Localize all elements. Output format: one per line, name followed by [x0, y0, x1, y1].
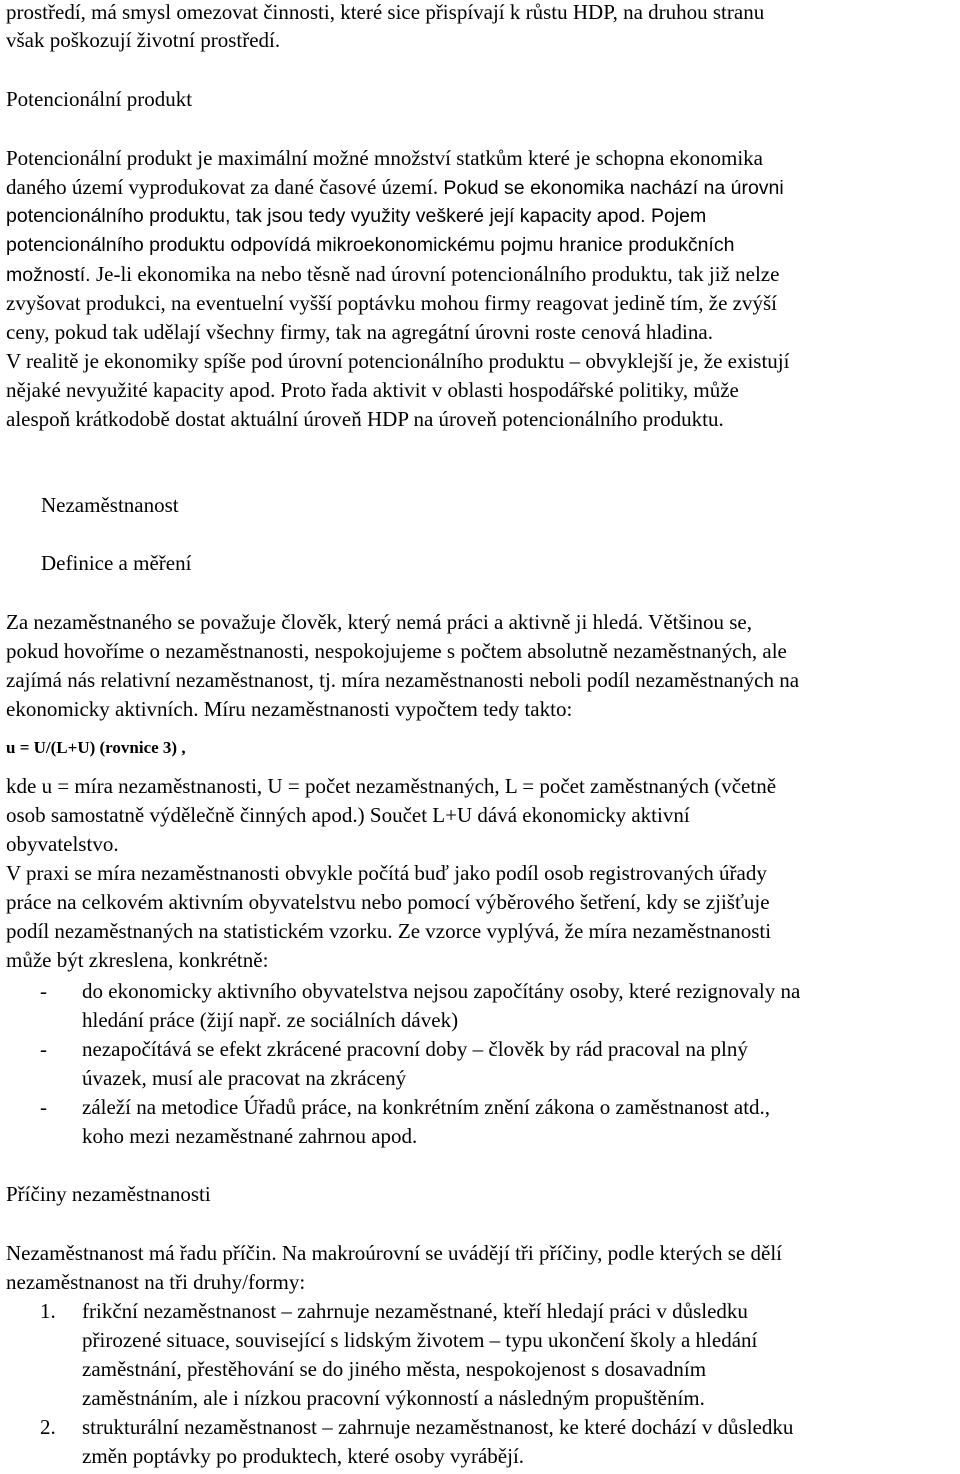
text-line: obyvatelstvo. [6, 832, 119, 856]
list-item: hledání práce (žijí např. ze sociálních dávek) [82, 1008, 459, 1032]
text-span: Nezaměstnanost má řadu příčin. [6, 1241, 282, 1265]
list-item: do ekonomicky aktivního obyvatelstva nejsou započítány osoby, které rezignovaly na [82, 979, 801, 1003]
section-heading: Příčiny nezaměstnanosti [6, 1182, 211, 1206]
text-line: V realitě je ekonomiky spíše pod úrovní potencionálního produktu – obvyklejší je, že existují [6, 349, 790, 373]
list-item: zaměstnání, přestěhování se do jiného města, nespokojenost s dosavadním [82, 1357, 707, 1381]
text-line [6, 1240, 782, 1266]
text-span: Většinou se, [648, 610, 752, 634]
text-line [6, 918, 771, 944]
text-line: Potencionální produkt je maximální možné množství statkům které je schopna ekonomika [6, 146, 763, 170]
text-line: prostředí, má smysl omezovat činnosti, které sice přispívají k růstu HDP, na druhou stranu [6, 0, 765, 24]
bullet-dash: - [40, 979, 47, 1003]
text-span: ekonomicky aktivních. [6, 697, 204, 721]
list-item: frikční nezaměstnanost – zahrnuje nezaměstnané, kteří hledají práci v důsledku [82, 1299, 748, 1323]
list-item: záleží na metodice Úřadů práce, na konkrétním znění zákona o zaměstnanost atd., [82, 1095, 771, 1119]
text-line: zvyšovat produkci, na eventuelní vyšší poptávku mohou firmy reagovat jedině tím, že zvýší [6, 291, 777, 315]
list-item: přirozené situace, související s lidským životem – typu ukončení školy a hledání [82, 1328, 758, 1352]
text-span: Pojem [650, 205, 707, 227]
text-span: možností. [6, 264, 96, 286]
text-span: Ze vzorce vyplývá, že míra nezaměstnanosti [397, 919, 772, 943]
text-line [6, 377, 739, 403]
section-heading: Nezaměstnanost [41, 493, 179, 517]
text-span: Je-li ekonomika na nebo těsně nad úrovní potencionálního produktu, tak již nelze [95, 262, 780, 286]
text-span: Na makroúrovní se uvádějí tři příčiny, podle kterých se dělí [281, 1241, 782, 1265]
text-line: zajímá nás relativní nezaměstnanost, tj. míra nezaměstnanosti neboli podíl nezaměstnaných na [6, 668, 800, 692]
list-item: zaměstnáním, ale i nízkou pracovní výkonností a následným propuštěním. [82, 1386, 705, 1410]
text-line: ceny, pokud tak udělají všechny firmy, tak na agregátní úrovni roste cenová hladina. [6, 320, 713, 344]
text-span: nějaké nevyužité kapacity apod. [6, 378, 281, 402]
formula: u = U/(L+U) (rovnice 3) , [6, 738, 186, 757]
list-number: 2. [40, 1415, 56, 1439]
bullet-dash: - [40, 1037, 47, 1061]
text-span: Míru nezaměstnanosti vypočtem tedy takto: [203, 697, 573, 721]
text-line: práce na celkovém aktivním obyvatelstvu nebo pomocí výběrového šetření, kdy se zjišťuje [6, 890, 770, 914]
text-span: potencionálního produktu, tak jsou tedy využity veškeré její kapacity apod. [6, 205, 651, 227]
text-line: může být zkreslena, konkrétně: [6, 948, 269, 972]
text-span: Za nezaměstnaného se považuje člověk, který nemá práci a aktivně ji hledá. [6, 610, 649, 634]
text-line: kde u = míra nezaměstnanosti, U = počet nezaměstnaných, L = počet zaměstnaných (včetně [6, 774, 777, 798]
text-line [6, 261, 779, 288]
list-item: úvazek, musí ale pracovat na zkrácený [82, 1066, 407, 1090]
text-line [6, 696, 572, 722]
text-line: potencionálního produktu odpovídá mikroekonomickému pojmu hranice produkčních [6, 234, 735, 256]
section-heading: Potencionální produkt [6, 87, 193, 111]
subsection-heading: Definice a měření [41, 551, 192, 575]
list-item: strukturální nezaměstnanost – zahrnuje nezaměstnanost, ke které dochází v důsledku [82, 1415, 794, 1439]
list-number: 1. [40, 1299, 56, 1323]
text-line [6, 203, 706, 229]
text-span: daného území vyprodukovat za dané časové území. [6, 175, 444, 199]
text-span: Pokud se ekonomika nachází na úrovni [443, 177, 784, 199]
text-span: podíl nezaměstnaných na statistickém vzorku. [6, 919, 398, 943]
list-item: koho mezi nezaměstnané zahrnou apod. [82, 1124, 418, 1148]
text-line: nezaměstnanost na tři druhy/formy: [6, 1270, 306, 1294]
bullet-dash: - [40, 1095, 47, 1119]
text-line: pokud hovoříme o nezaměstnanosti, nespokojujeme s počtem absolutně nezaměstnaných, ale [6, 639, 787, 663]
list-item: nezapočítává se efekt zkrácené pracovní doby – člověk by rád pracoval na plný [82, 1037, 748, 1061]
text-line: osob samostatně výdělečně činných apod.) Součet L+U dává ekonomicky aktivní [6, 803, 690, 827]
list-item: změn poptávky po produktech, které osoby vyrábějí. [82, 1444, 525, 1468]
text-line: V praxi se míra nezaměstnanosti obvykle počítá buď jako podíl osob registrovaných úřady [6, 861, 767, 885]
text-line: však poškozují životní prostředí. [6, 28, 281, 52]
text-line [6, 609, 752, 635]
text-span: Proto řada aktivit v oblasti hospodářské politiky, může [280, 378, 739, 402]
text-line: alespoň krátkodobě dostat aktuální úroveň HDP na úroveň potencionálního produktu. [6, 407, 724, 431]
text-line [6, 174, 784, 201]
